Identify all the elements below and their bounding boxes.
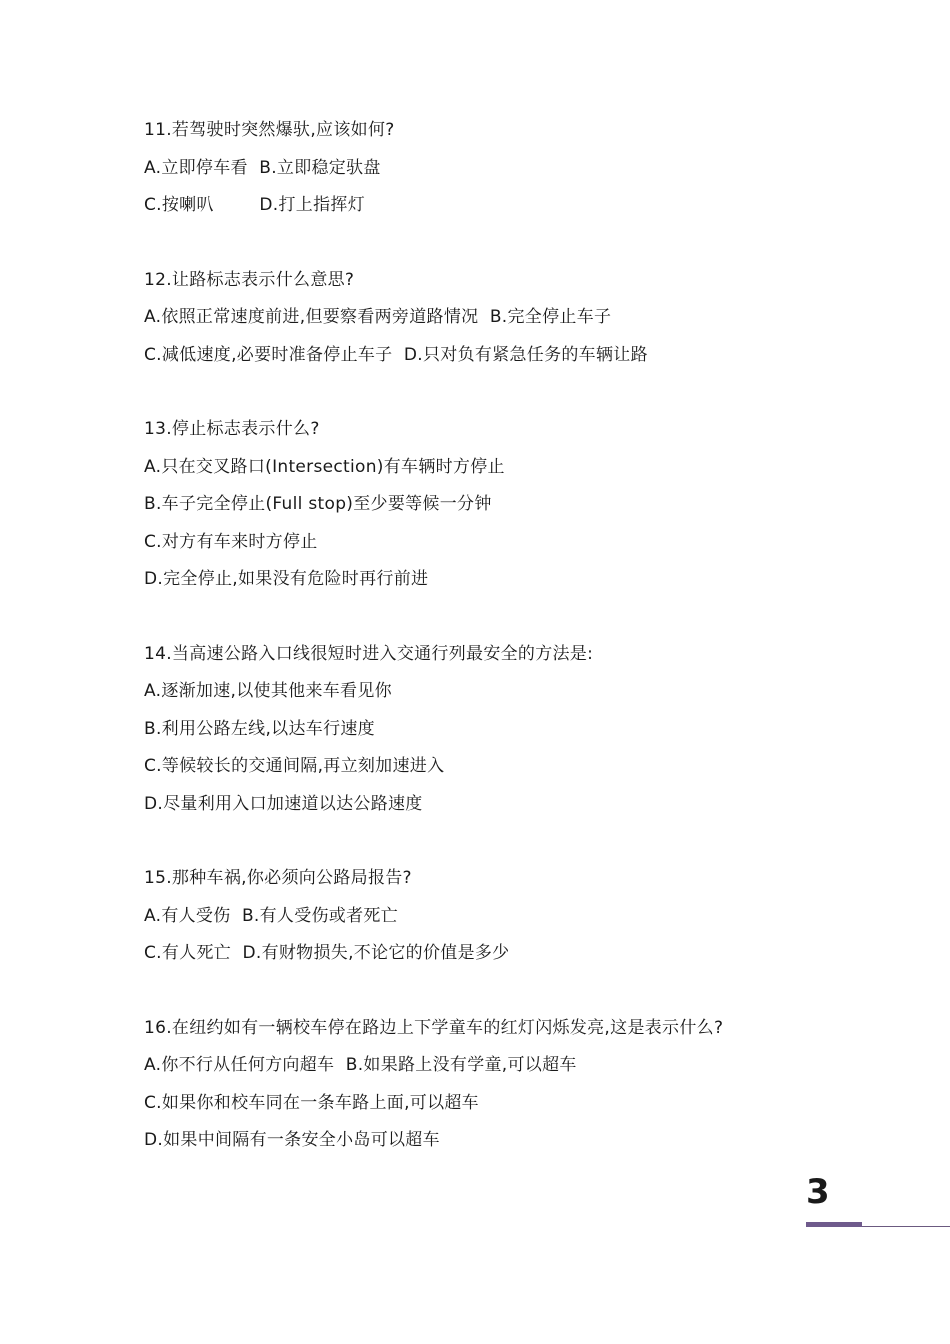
question-16 [144, 1010, 904, 1160]
answer-option: C.等候较长的交通间隔,再立刻加速进入 [144, 756, 445, 776]
answer-option: D.完全停止,如果没有危险时再行前进 [144, 569, 429, 589]
question-text: 11.若驾驶时突然爆驮,应该如何? [144, 120, 395, 140]
page-number: 3 [806, 1172, 830, 1212]
answer-options: A.立即停车看 B.立即稳定驮盘 [144, 157, 381, 178]
answer-option: D.尽量利用入口加速道以达公路速度 [144, 793, 423, 814]
answer-option: C.如果你和校车同在一条车路上面,可以超车 [144, 1092, 479, 1113]
answer-option: B.利用公路左线,以达车行速度 [144, 718, 375, 739]
question-14 [144, 636, 904, 824]
answer-option: D.如果中间隔有一条安全小岛可以超车 [144, 1130, 440, 1150]
answer-options: A.你不行从任何方向超车 B.如果路上没有学童,可以超车 [144, 1055, 577, 1075]
question-text: 13.停止标志表示什么? [144, 419, 320, 439]
answer-option: A.只在交叉路口(Intersection)有车辆时方停止 [144, 456, 505, 477]
question-13 [144, 411, 904, 599]
answer-options: C.减低速度,必要时准备停止车子 D.只对负有紧急任务的车辆让路 [144, 344, 648, 365]
answer-options: C.有人死亡 D.有财物损失,不论它的价值是多少 [144, 943, 510, 963]
answer-option: C.对方有车来时方停止 [144, 531, 318, 552]
question-text: 12.让路标志表示什么意思? [144, 269, 355, 290]
question-text: 16.在纽约如有一辆校车停在路边上下学童车的红灯闪烁发亮,这是表示什么? [144, 1017, 724, 1038]
answer-options: A.依照正常速度前进,但要察看两旁道路情况 B.完全停止车子 [144, 307, 612, 327]
answer-options: A.有人受伤 B.有人受伤或者死亡 [144, 905, 399, 926]
footer-accent-bar [806, 1222, 862, 1227]
question-15 [144, 860, 904, 973]
answer-option: A.逐渐加速,以使其他来车看见你 [144, 681, 392, 701]
answer-option: B.车子完全停止(Full stop)至少要等候一分钟 [144, 494, 492, 514]
question-list [144, 112, 904, 1160]
question-11 [144, 112, 904, 225]
question-text: 14.当高速公路入口线很短时进入交通行列最安全的方法是: [144, 643, 594, 664]
question-text: 15.那种车祸,你必须向公路局报告? [144, 868, 412, 888]
question-12 [144, 262, 904, 375]
answer-options: C.按喇叭 D.打上指挥灯 [144, 195, 365, 215]
